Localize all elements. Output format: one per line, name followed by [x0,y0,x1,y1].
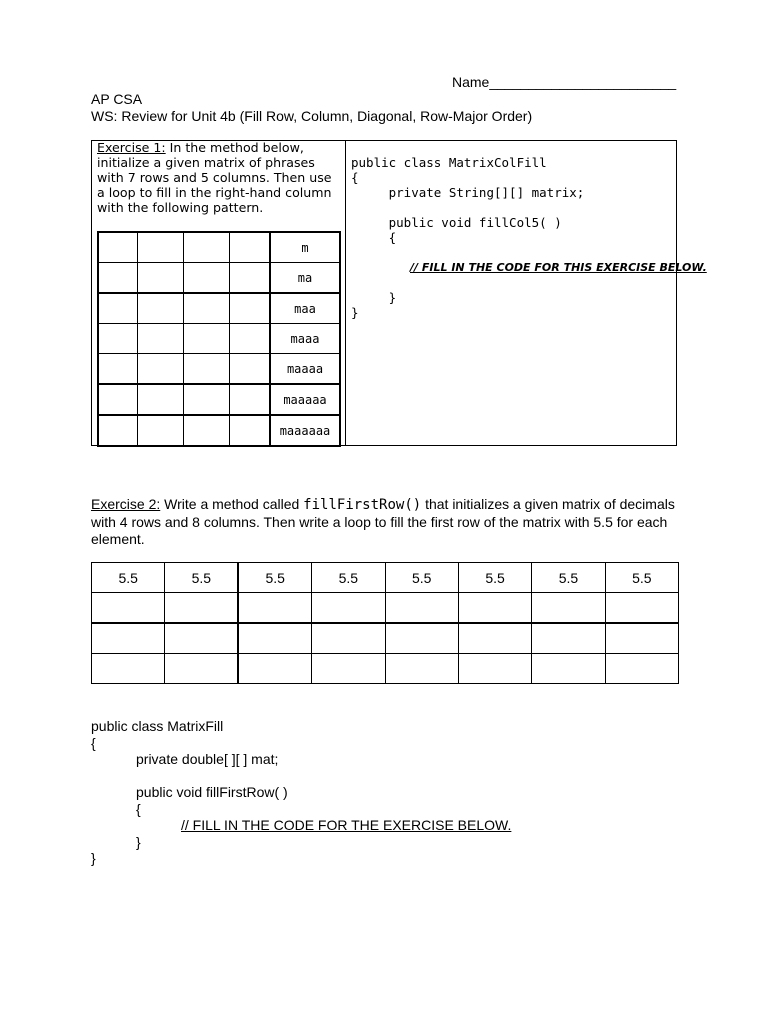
empty-cell [184,415,230,446]
empty-cell [312,593,385,624]
empty-cell [184,293,230,324]
pattern-cell: maaaaa [270,384,340,415]
empty-cell [230,415,271,446]
empty-cell [230,384,271,415]
empty-cell [184,384,230,415]
empty-cell [165,654,238,684]
empty-cell [385,654,458,684]
exercise1-matrix-grid [97,231,341,447]
empty-cell [98,415,138,446]
value-cell: 5.5 [605,563,678,593]
empty-cell [184,263,230,294]
code-line: { [91,734,96,751]
code-line: private String[][] matrix; [351,185,585,200]
empty-cell [92,654,165,684]
code-line: } [351,290,397,305]
empty-cell [98,324,138,354]
empty-cell [458,654,531,684]
empty-cell [230,293,271,324]
table-row [98,415,340,446]
empty-cell [165,623,238,654]
empty-cell [165,593,238,624]
empty-cell [184,232,230,263]
empty-cell [605,654,678,684]
value-cell: 5.5 [165,563,238,593]
empty-cell [230,263,271,294]
table-row [92,623,679,654]
code-line: public void fillFirstRow( ) [136,784,288,800]
table-row [92,563,679,593]
table-row [98,263,340,294]
pattern-cell: ma [270,263,340,294]
empty-cell [138,324,184,354]
code-line: private double[ ][ ] mat; [136,751,279,767]
empty-cell [312,654,385,684]
value-cell: 5.5 [92,563,165,593]
exercise1-description: In the method below, initialize a given matrix of phrases with 7 rows and 5 columns. Then use a loop to fill in the right-hand column with the following pattern. [97,140,332,215]
empty-cell [605,593,678,624]
empty-cell [605,623,678,654]
empty-cell [532,593,605,624]
exercise2-method-name: fillFirstRow() [303,497,422,513]
pattern-cell: m [270,232,340,263]
empty-cell [98,232,138,263]
empty-cell [238,623,311,654]
exercise2-fill-comment: // FILL IN THE CODE FOR THE EXERCISE BELOW. [181,817,512,833]
empty-cell [138,263,184,294]
empty-cell [458,593,531,624]
exercise2-label: Exercise 2: [91,496,161,512]
code-line: public void fillCol5( ) [351,215,562,230]
empty-cell [230,232,271,263]
exercise2-matrix-grid [91,562,679,684]
exercise2-text-before: Write a method called [160,496,304,512]
exercise1-label: Exercise 1: [97,140,166,155]
pattern-cell: maaaaaa [270,415,340,446]
pattern-cell: maaaa [270,354,340,385]
course-title: AP CSA [91,91,143,107]
value-cell: 5.5 [458,563,531,593]
empty-cell [92,593,165,624]
empty-cell [138,354,184,385]
pattern-cell: maaa [270,324,340,354]
empty-cell [98,263,138,294]
name-field-line: Name________________________ [452,74,677,90]
code-line: } [91,850,96,866]
code-line: { [136,800,141,817]
empty-cell [532,654,605,684]
code-line: { [351,170,359,185]
empty-cell [385,623,458,654]
table-row [98,232,340,263]
exercise2-text-after: that initializes a given matrix of decimals with 4 rows and 8 columns. Then write a loop to fill the first row of the matrix with 5.5 for each element. [91,496,675,547]
exercise2-code [91,718,511,867]
empty-cell [238,654,311,684]
exercise2-instructions [91,496,691,548]
exercise1-divider [345,140,346,446]
code-line: public class MatrixFill [91,718,224,734]
empty-cell [184,354,230,385]
empty-cell [138,384,184,415]
value-cell: 5.5 [532,563,605,593]
empty-cell [458,623,531,654]
empty-cell [184,324,230,354]
code-line: { [351,230,397,245]
empty-cell [92,623,165,654]
exercise1-instructions [97,140,342,215]
empty-cell [385,593,458,624]
table-row [98,354,340,385]
empty-cell [312,623,385,654]
empty-cell [138,415,184,446]
code-line: } [136,833,141,850]
empty-cell [138,232,184,263]
exercise1-fill-comment: // FILL IN THE CODE FOR THIS EXERCISE BELOW. [410,261,707,274]
empty-cell [230,354,271,385]
table-row [92,593,679,624]
pattern-cell: maa [270,293,340,324]
empty-cell [532,623,605,654]
value-cell: 5.5 [385,563,458,593]
empty-cell [98,293,138,324]
table-row [92,654,679,684]
empty-cell [98,354,138,385]
exercise1-code [351,155,584,320]
table-row [98,324,340,354]
empty-cell [230,324,271,354]
code-line: public class MatrixColFill [351,155,547,170]
code-line: } [351,305,359,320]
value-cell: 5.5 [238,563,311,593]
worksheet-title: WS: Review for Unit 4b (Fill Row, Column, Diagonal, Row-Major Order) [91,108,533,124]
value-cell: 5.5 [312,563,385,593]
empty-cell [238,593,311,624]
empty-cell [138,293,184,324]
empty-cell [98,384,138,415]
table-row [98,293,340,324]
table-row [98,384,340,415]
